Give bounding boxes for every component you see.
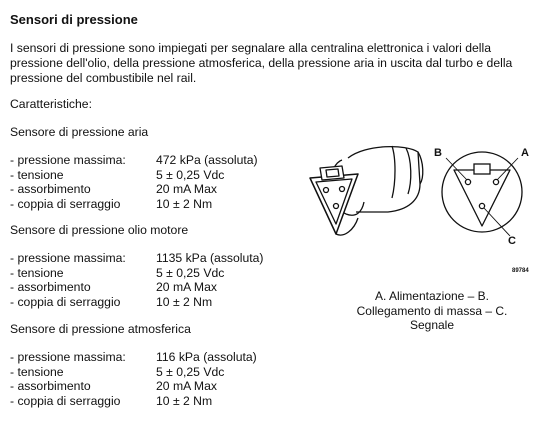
spec-table-air — [10, 153, 270, 211]
spec-row — [10, 153, 270, 168]
spec-table-oil — [10, 251, 270, 309]
spec-label: - tensione — [10, 167, 64, 182]
spec-row — [10, 168, 270, 183]
spec-row — [10, 182, 270, 197]
figure-caption: A. Alimentazione – B. Collegamento di massa – C. Segnale — [356, 289, 508, 332]
spec-row — [10, 266, 270, 281]
spec-row — [10, 379, 270, 394]
figure-code: 89784 — [512, 268, 529, 274]
pin-label-c: C — [508, 235, 516, 247]
sensor-illustration — [296, 138, 436, 256]
spec-label: - pressione massima: — [10, 350, 126, 364]
spec-value: 5 ± 0,25 Vdc — [156, 265, 225, 280]
spec-row — [10, 251, 270, 266]
spec-value: 10 ± 2 Nm — [156, 294, 213, 309]
spec-value: 116 kPa (assoluta) — [156, 350, 257, 364]
spec-label: - coppia di serraggio — [10, 196, 121, 211]
spec-label: - pressione massima: — [10, 251, 126, 265]
spec-row — [10, 197, 270, 212]
spec-value: 20 mA Max — [156, 379, 217, 393]
spec-value: 5 ± 0,25 Vdc — [156, 364, 225, 379]
spec-table-atmospheric — [10, 350, 270, 408]
sensor-heading-oil: Sensore di pressione olio motore — [10, 223, 189, 237]
spec-value: 472 kPa (assoluta) — [156, 153, 258, 167]
intro-paragraph: I sensori di pressione sono impiegati per segnalare alla centralina elettronica i valori della pressione dell'olio, della pressione atmosferica, della pressione aria in uscita dal turbo e della pressione del combustibile nel rail. — [10, 41, 513, 85]
spec-row — [10, 365, 270, 380]
characteristics-heading: Caratteristiche: — [10, 97, 92, 111]
spec-label: - coppia di serraggio — [10, 393, 121, 408]
spec-label: - assorbimento — [10, 280, 91, 294]
spec-value: 10 ± 2 Nm — [156, 393, 213, 408]
spec-label: - tensione — [10, 364, 64, 379]
connector-pin-diagram — [438, 142, 526, 246]
pin-label-a: A — [521, 147, 529, 159]
spec-label: - pressione massima: — [10, 153, 126, 167]
sensor-heading-air: Sensore di pressione aria — [10, 125, 149, 139]
sensor-heading-atmospheric: Sensore di pressione atmosferica — [10, 322, 191, 336]
spec-value: 20 mA Max — [156, 182, 217, 196]
spec-row — [10, 295, 270, 310]
spec-value: 20 mA Max — [156, 280, 217, 294]
spec-label: - tensione — [10, 265, 64, 280]
spec-row — [10, 280, 270, 295]
spec-row — [10, 350, 270, 365]
spec-label: - assorbimento — [10, 379, 91, 393]
spec-value: 10 ± 2 Nm — [156, 196, 213, 211]
pin-label-b: B — [434, 147, 442, 159]
spec-row — [10, 394, 270, 409]
spec-label: - assorbimento — [10, 182, 91, 196]
spec-value: 5 ± 0,25 Vdc — [156, 167, 225, 182]
section-title: Sensori di pressione — [10, 12, 138, 27]
spec-value: 1135 kPa (assoluta) — [156, 251, 264, 265]
spec-label: - coppia di serraggio — [10, 294, 121, 309]
